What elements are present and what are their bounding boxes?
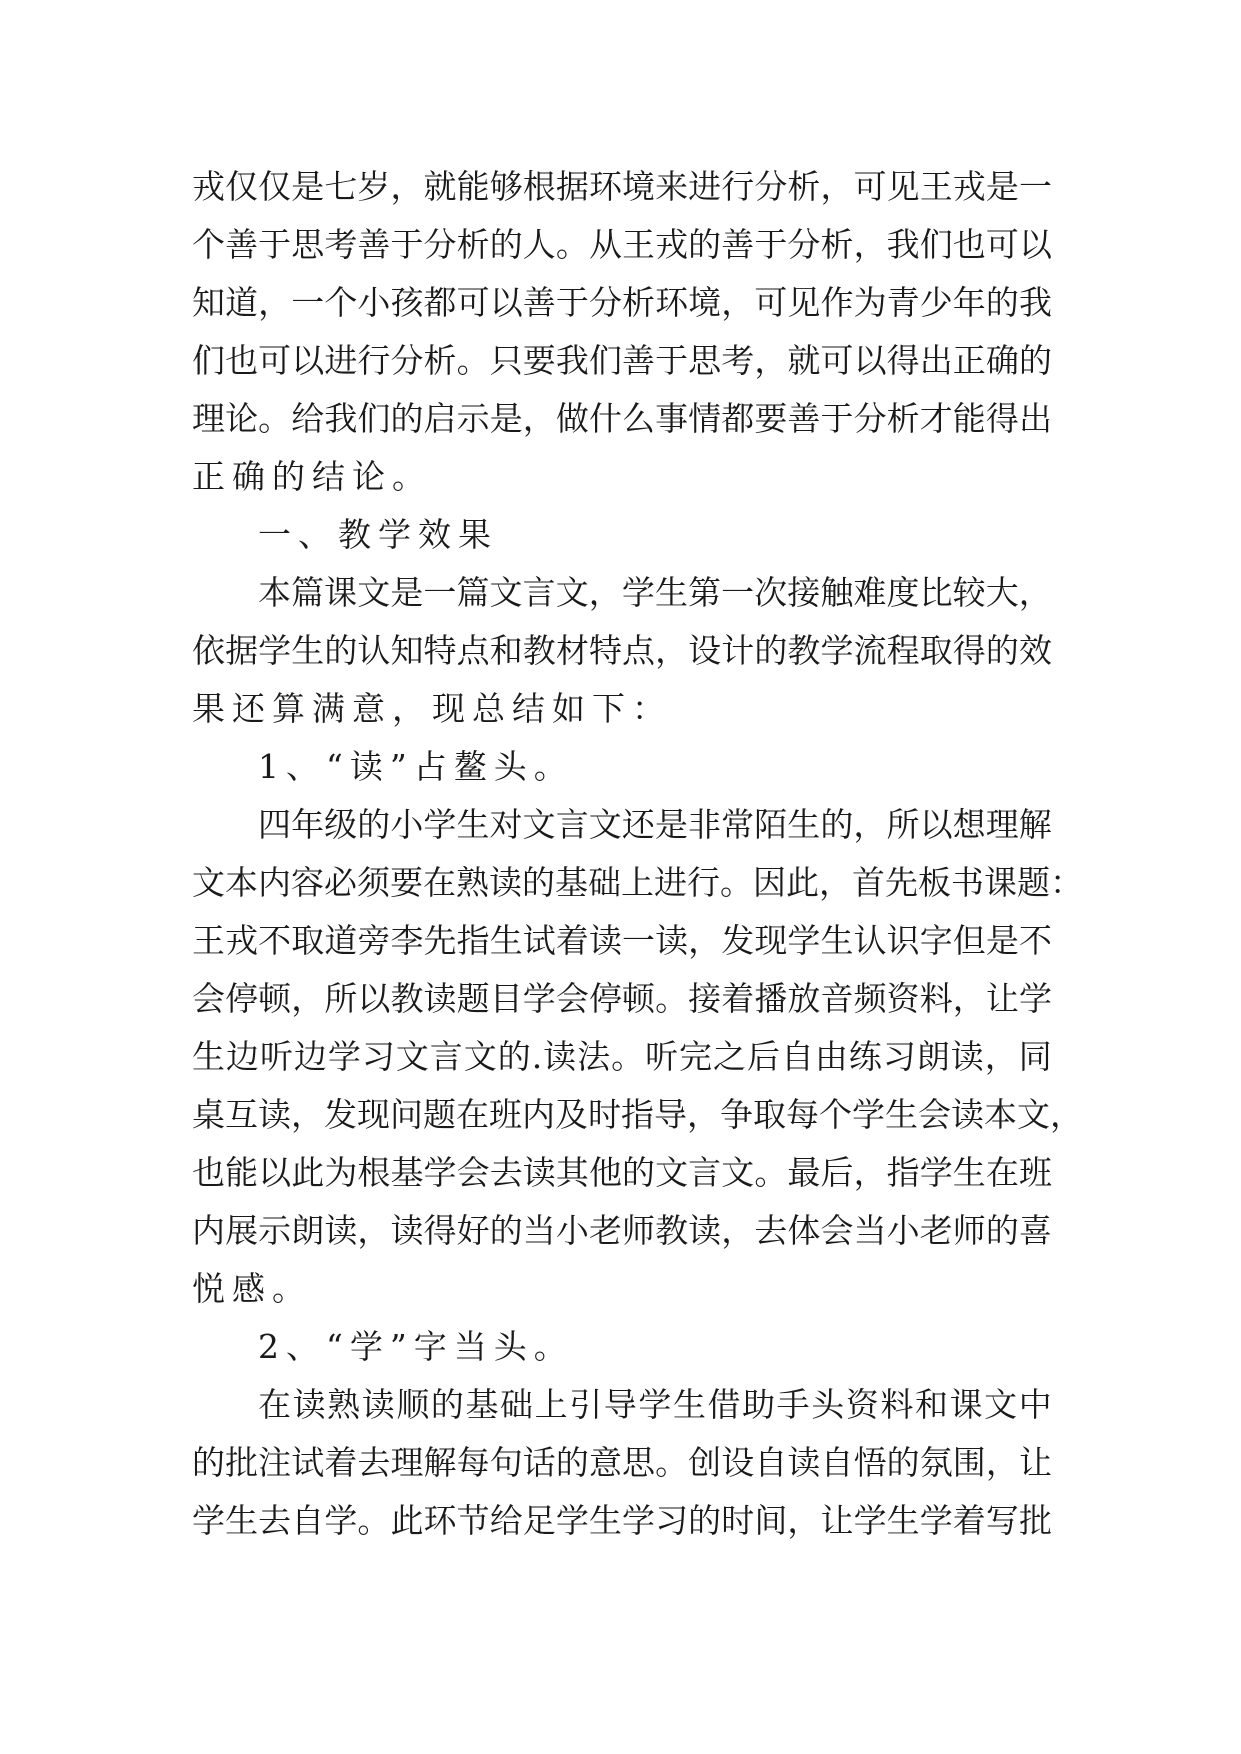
text-line: 依 据 学 生 的 认 知 特 点 和 教 材 特 点 ， 设 计 的 教 学 流 程 取 得 的 效 [192,631,1052,670]
text-line: 理 论 。 给 我 们 的 启 示 是 ， 做 什 么 事 情 都 要 善 于 分 析 才 能 得 出 [192,399,1052,438]
text-line: 生 边 听 边 学 习 文 言 文 的 . 读 法 。 听 完 之 后 自 由 练 习 朗 读 ， 同 [192,1037,1052,1076]
text-line: 1、“读”占鳌头。 [258,747,574,786]
text-line: 们 也 可 以 进 行 分 析 。 只 要 我 们 善 于 思 考 ， 就 可 以 得 出 正 确 的 [192,341,1052,380]
text-line: 知 道 ， 一 个 小 孩 都 可 以 善 于 分 析 环 境 ， 可 见 作 为 青 少 年 的 我 [192,283,1052,322]
text-line: 四 年 级 的 小 学 生 对 文 言 文 还 是 非 常 陌 生 的 ， 所 以 想 理 解 [258,805,1052,844]
text-line: 戎 仅 仅 是 七 岁 ， 就 能 够 根 据 环 境 来 进 行 分 析 ， 可 见 王 戎 是 一 [192,167,1052,206]
text-line: 王 戎 不 取 道 旁 李 先 指 生 试 着 读 一 读 ， 发 现 学 生 认 识 字 但 是 不 [192,921,1052,960]
text-line: 内 展 示 朗 读 ， 读 得 好 的 当 小 老 师 教 读 ， 去 体 会 当 小 老 师 的 喜 [192,1211,1052,1250]
text-line: 2、“学”字当头。 [258,1327,574,1366]
text-line: 在 读 熟 读 顺 的 基 础 上 引 导 学 生 借 助 手 头 资 料 和 课 文 中 [258,1385,1052,1424]
text-line: 的 批 注 试 着 去 理 解 每 句 话 的 意 思 。 创 设 自 读 自 悟 的 氛 围 ， 让 [192,1443,1052,1482]
text-line: 个 善 于 思 考 善 于 分 析 的 人 。 从 王 戎 的 善 于 分 析 ， 我 们 也 可 以 [192,225,1052,264]
text-line: 正确的结论。 [192,457,432,496]
text-line: 学 生 去 自 学 。 此 环 节 给 足 学 生 学 习 的 时 间 ， 让 学 生 学 着 写 批 [192,1501,1052,1540]
body-text [192,158,1083,1550]
text-line: 文 本 内 容 必 须 要 在 熟 读 的 基 础 上 进 行 。 因 此 ， 首 先 板 书 课 题 ： [192,863,1083,902]
text-line: 悦感。 [192,1269,312,1308]
text-line: 本 篇 课 文 是 一 篇 文 言 文 ， 学 生 第 一 次 接 触 难 度 比 较 大 ， [258,573,1052,612]
text-line: 一、教学效果 [258,515,498,554]
text-line: 果还算满意，现总结如下： [192,689,672,728]
text-line: 会 停 顿 ， 所 以 教 读 题 目 学 会 停 顿 。 接 着 播 放 音 频 资 料 ， 让 学 [192,979,1052,1018]
text-line: 也 能 以 此 为 根 基 学 会 去 读 其 他 的 文 言 文 。 最 后 ， 指 学 生 在 班 [192,1153,1052,1192]
text-line: 桌 互 读 ， 发 现 问 题 在 班 内 及 时 指 导 ， 争 取 每 个 学 生 会 读 本 文 ， [192,1095,1083,1134]
